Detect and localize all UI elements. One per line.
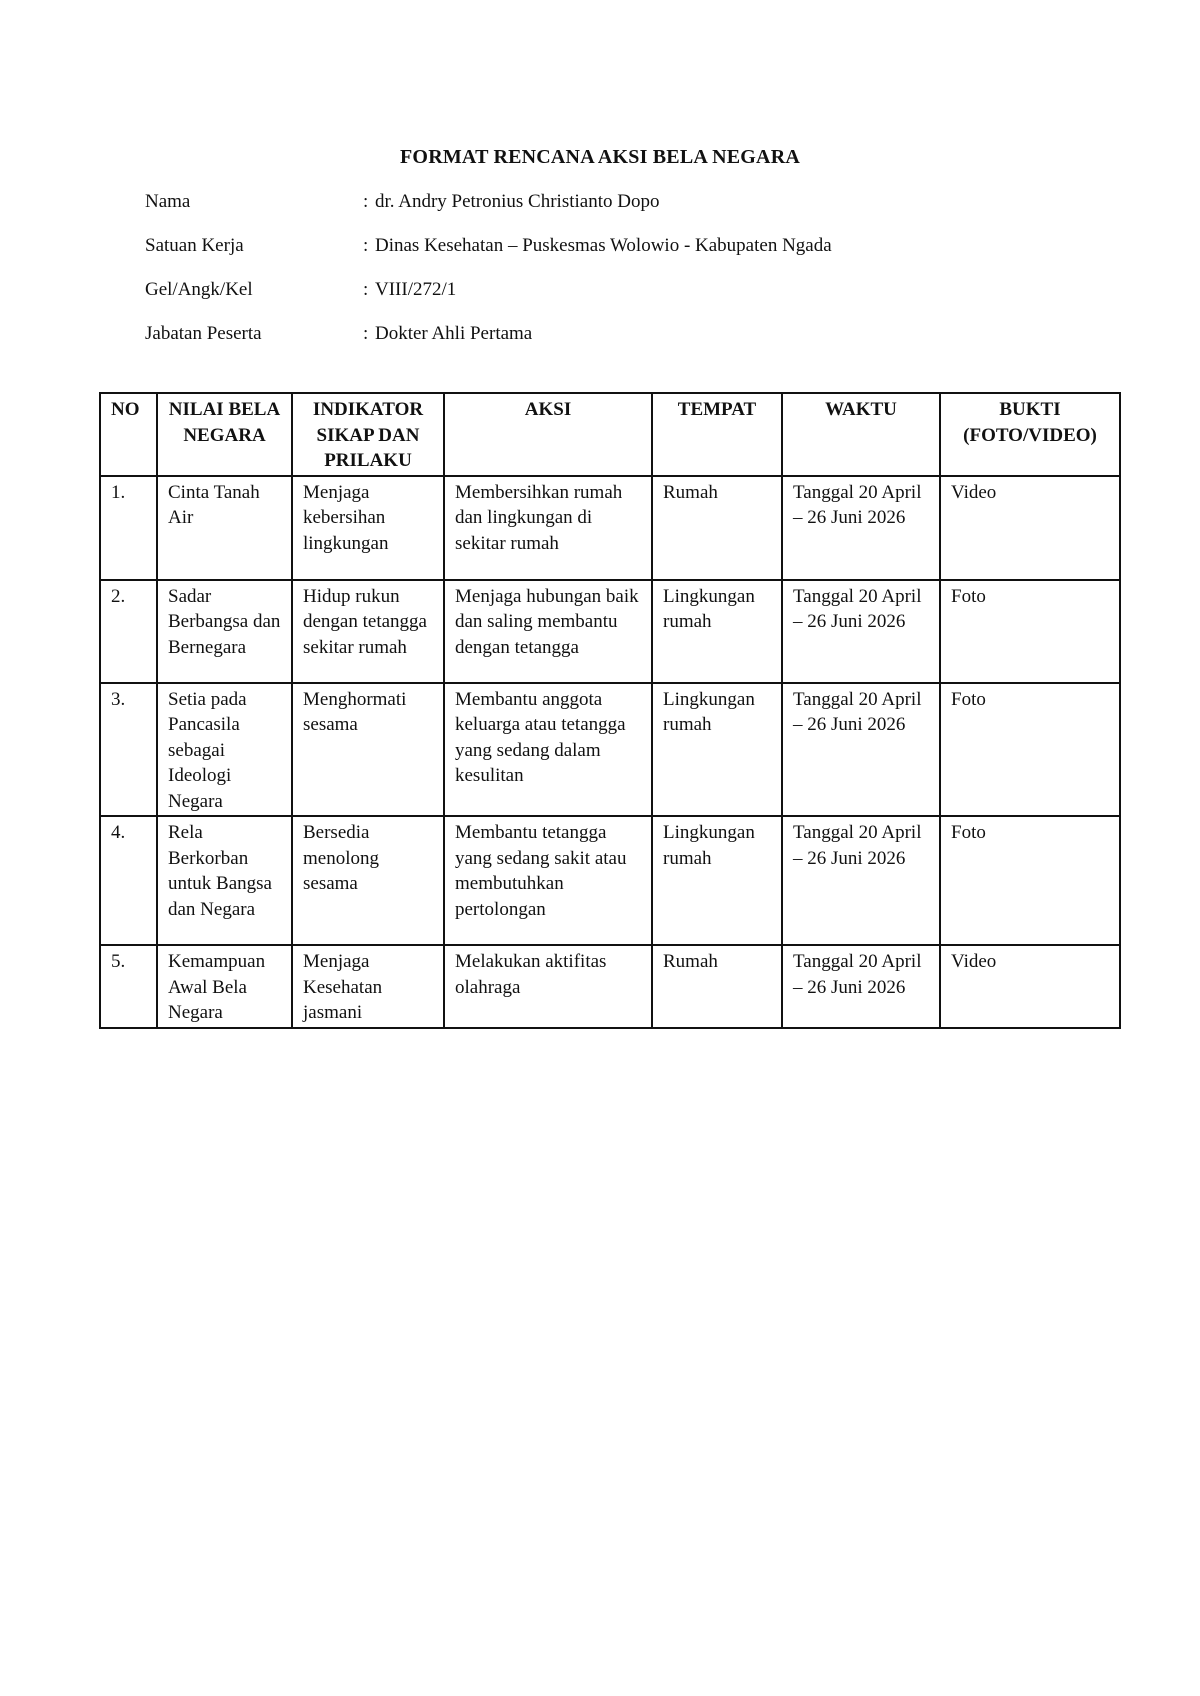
header-nilai: NILAI BELA NEGARA: [157, 393, 292, 476]
cell-nilai: Rela Berkorban untuk Bangsa dan Negara: [157, 816, 292, 945]
table-row: [100, 580, 1120, 683]
cell-tempat: Lingkungan rumah: [652, 816, 782, 945]
info-row-gel-angk-kel: [145, 277, 832, 321]
header-tempat: TEMPAT: [652, 393, 782, 476]
info-colon: :: [363, 279, 369, 300]
cell-indikator: Menjaga Kesehatan jasmani: [292, 945, 444, 1028]
cell-no: 4.: [100, 816, 157, 945]
info-value: Dinas Kesehatan – Puskesmas Wolowio - Kabupaten Ngada: [375, 235, 832, 256]
cell-aksi: Membantu tetangga yang sedang sakit atau membutuhkan pertolongan: [444, 816, 652, 945]
cell-nilai: Setia pada Pancasila sebagai Ideologi Negara: [157, 683, 292, 817]
cell-indikator: Hidup rukun dengan tetangga sekitar rumah: [292, 580, 444, 683]
header-bukti: BUKTI (FOTO/VIDEO): [940, 393, 1120, 476]
info-value: VIII/272/1: [375, 279, 457, 300]
cell-no: 1.: [100, 476, 157, 580]
table-row: [100, 816, 1120, 945]
info-row-satuan-kerja: [145, 233, 832, 277]
cell-bukti: Foto: [940, 683, 1120, 817]
info-row-jabatan: [145, 321, 832, 365]
info-colon: :: [363, 323, 369, 344]
table-row: [100, 476, 1120, 580]
participant-info: [145, 189, 832, 365]
cell-waktu: Tanggal 20 April – 26 Juni 2026: [782, 816, 940, 945]
cell-tempat: Rumah: [652, 476, 782, 580]
cell-nilai: Sadar Berbangsa dan Bernegara: [157, 580, 292, 683]
cell-no: 2.: [100, 580, 157, 683]
info-label: Gel/Angk/Kel: [145, 279, 253, 300]
info-colon: :: [363, 191, 369, 212]
info-value: dr. Andry Petronius Christianto Dopo: [375, 191, 660, 212]
info-label: Satuan Kerja: [145, 235, 244, 256]
table-row: [100, 945, 1120, 1028]
header-aksi: AKSI: [444, 393, 652, 476]
header-indikator: INDIKATOR SIKAP DAN PRILAKU: [292, 393, 444, 476]
cell-indikator: Bersedia menolong sesama: [292, 816, 444, 945]
cell-no: 3.: [100, 683, 157, 817]
cell-aksi: Membersihkan rumah dan lingkungan di sekitar rumah: [444, 476, 652, 580]
cell-bukti: Foto: [940, 816, 1120, 945]
cell-indikator: Menjaga kebersihan lingkungan: [292, 476, 444, 580]
cell-tempat: Rumah: [652, 945, 782, 1028]
table-row: [100, 683, 1120, 817]
info-row-nama: [145, 189, 832, 233]
header-no: NO: [100, 393, 157, 476]
cell-waktu: Tanggal 20 April – 26 Juni 2026: [782, 945, 940, 1028]
cell-waktu: Tanggal 20 April – 26 Juni 2026: [782, 683, 940, 817]
cell-tempat: Lingkungan rumah: [652, 580, 782, 683]
document-title: FORMAT RENCANA AKSI BELA NEGARA: [400, 146, 800, 168]
cell-waktu: Tanggal 20 April – 26 Juni 2026: [782, 580, 940, 683]
cell-indikator: Menghormati sesama: [292, 683, 444, 817]
table-header-row: [100, 393, 1120, 476]
cell-nilai: Kemampuan Awal Bela Negara: [157, 945, 292, 1028]
cell-waktu: Tanggal 20 April – 26 Juni 2026: [782, 476, 940, 580]
cell-aksi: Melakukan aktifitas olahraga: [444, 945, 652, 1028]
header-waktu: WAKTU: [782, 393, 940, 476]
cell-nilai: Cinta Tanah Air: [157, 476, 292, 580]
action-plan-table: [99, 392, 1121, 1029]
cell-tempat: Lingkungan rumah: [652, 683, 782, 817]
cell-no: 5.: [100, 945, 157, 1028]
cell-bukti: Video: [940, 476, 1120, 580]
cell-bukti: Video: [940, 945, 1120, 1028]
info-label: Nama: [145, 191, 191, 212]
cell-aksi: Membantu anggota keluarga atau tetangga yang sedang dalam kesulitan: [444, 683, 652, 817]
info-value: Dokter Ahli Pertama: [375, 323, 533, 344]
info-colon: :: [363, 235, 369, 256]
cell-aksi: Menjaga hubungan baik dan saling membantu dengan tetangga: [444, 580, 652, 683]
info-label: Jabatan Peserta: [145, 323, 262, 344]
cell-bukti: Foto: [940, 580, 1120, 683]
